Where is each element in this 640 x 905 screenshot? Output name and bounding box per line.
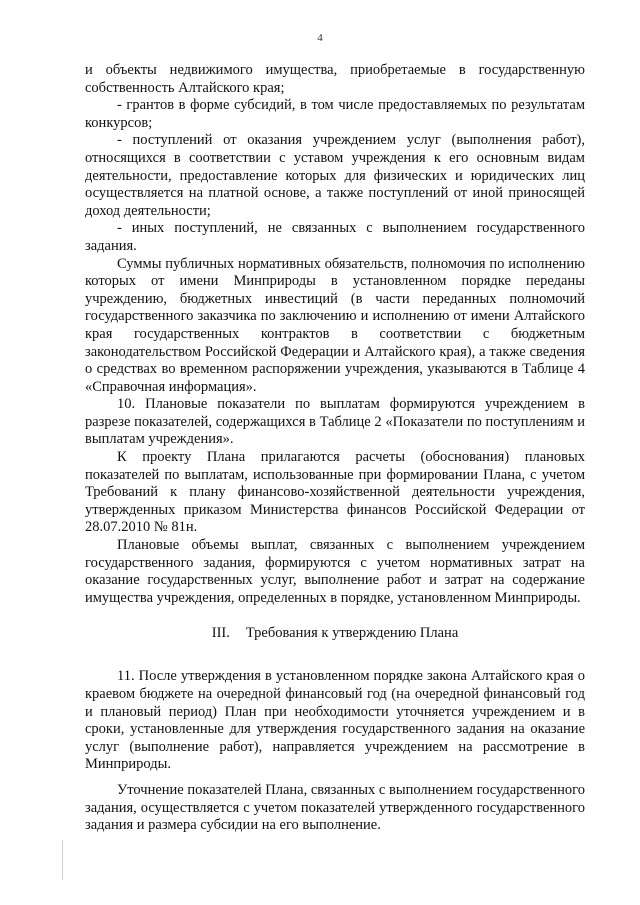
section-heading [85, 624, 585, 642]
paragraph: и объекты недвижимого имущества, приобретаемые в государственную собственность Алтайского края; [85, 62, 585, 96]
document-body [85, 62, 585, 835]
paragraph: - грантов в форме субсидий, в том числе предоставляемых по результатам конкурсов; [85, 97, 585, 131]
paragraph-spacer [85, 774, 585, 782]
section-number: III. [211, 625, 230, 642]
section-title: Требования к утверждению Плана [245, 625, 459, 642]
paragraph: 10. Плановые показатели по выплатам формируются учреждением в разрезе показателей, содержащихся в Таблице 2 «Показатели по поступлениям и выплатам учреждения». [85, 396, 585, 448]
scan-margin-mark [62, 840, 63, 880]
paragraph: - иных поступлений, не связанных с выполнением государственного задания. [85, 220, 585, 254]
paragraph: - поступлений от оказания учреждением услуг (выполнения работ), относящихся в соответствии с уставом учреждения к его основным видам деятельности, предоставление которых для физических и юридических лиц осуществляется на платной основе, а также поступлений от иной приносящей доход деятельности; [85, 132, 585, 219]
paragraph: Суммы публичных нормативных обязательств, полномочия по исполнению которых от имени Минприроды в установленном порядке переданы учреждению, бюджетных инвестиций (в части переданных полномочий государственного заказчика по заключению и исполнению от имени Алтайского края государственных контрактов в соответствии с бюджетным законодательством Российской Федерации и Алтайского края), а также сведения о средствах во временном распоряжении учреждения, указываются в Таблице 4 «Справочная информация». [85, 255, 585, 395]
paragraph: К проекту Плана прилагаются расчеты (обоснования) плановых показателей по выплатам, использованные при формировании Плана, с учетом Требований к плану финансово-хозяйственной деятельности учреждения, утвержденных приказом Министерства финансов Российской Федерации от 28.07.2010 № 81н. [85, 449, 585, 536]
paragraph: Плановые объемы выплат, связанных с выполнением учреждением государственного задания, формируются с учетом нормативных затрат на оказание государственных услуг, выполнение работ и затрат на содержание имущества учреждения, определенных в порядке, установленном Минприроды. [85, 537, 585, 606]
paragraph: 11. После утверждения в установленном порядке закона Алтайского края о краевом бюджете на очередной финансовый год (на очередной финансовый год и плановый период) План при необходимости уточняется учреждением и в сроки, установленные для утверждения государственного задания на оказание услуг (выполнение работ), направляется учреждением на рассмотрение в Минприроды. [85, 668, 585, 773]
page-number: 4 [317, 32, 323, 44]
paragraph: Уточнение показателей Плана, связанных с выполнением государственного задания, осуществляется с учетом показателей утвержденного государственного задания и размера субсидии на его выполнение. [85, 781, 585, 834]
